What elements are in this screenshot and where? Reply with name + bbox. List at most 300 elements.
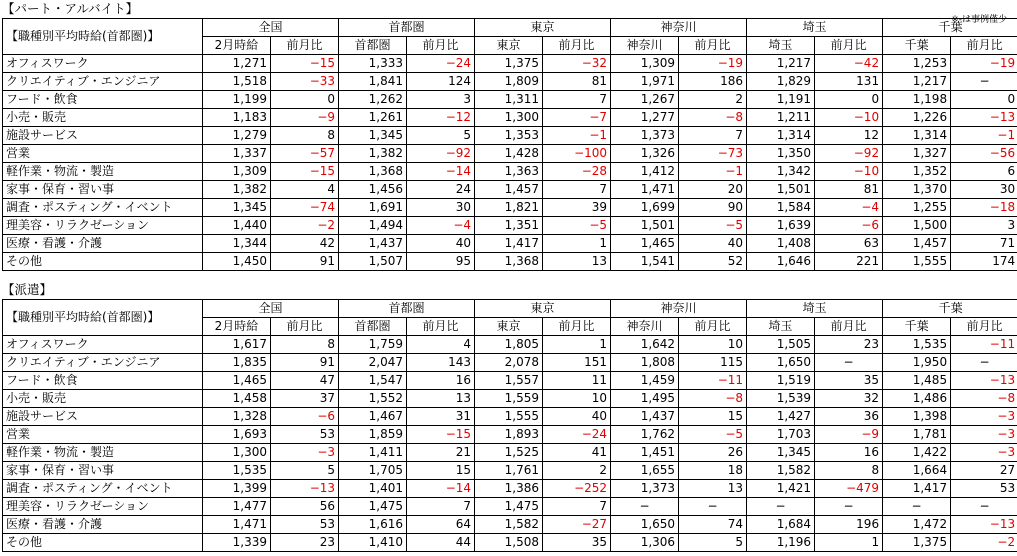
row-label: クリエイティブ・エンジニア	[3, 73, 203, 91]
change-cell: 8	[271, 127, 339, 145]
row-label: 調査・ポスティング・イベント	[3, 199, 203, 217]
change-cell: 64	[407, 516, 475, 534]
wage-cell: 1,327	[883, 145, 951, 163]
wage-cell: 1,477	[203, 498, 271, 516]
change-cell: 5	[679, 534, 747, 552]
wage-cell: 1,457	[475, 181, 543, 199]
row-label: 家事・保育・習い事	[3, 462, 203, 480]
change-cell: 8	[815, 462, 883, 480]
change-cell: 10	[679, 336, 747, 354]
table-row	[3, 109, 1017, 127]
wage-cell: 1,781	[883, 426, 951, 444]
wage-cell: 1,519	[747, 372, 815, 390]
change-cell: 115	[679, 354, 747, 372]
change-cell: 1	[543, 336, 611, 354]
change-cell: 91	[271, 253, 339, 271]
change-cell: −1	[951, 127, 1017, 145]
change-cell: 16	[407, 372, 475, 390]
column-subheader: 首都圏	[339, 318, 407, 336]
wage-cell: 1,339	[203, 534, 271, 552]
column-subheader: 前月比	[271, 37, 339, 55]
row-label: その他	[3, 534, 203, 552]
wage-cell: 1,646	[747, 253, 815, 271]
wage-cell: 1,650	[747, 354, 815, 372]
column-subheader: 前月比	[407, 318, 475, 336]
change-cell: 40	[679, 235, 747, 253]
change-cell: 196	[815, 516, 883, 534]
change-cell: −24	[407, 55, 475, 73]
wage-cell: 1,547	[339, 372, 407, 390]
change-cell: −3	[951, 444, 1017, 462]
change-cell: 0	[951, 91, 1017, 109]
wage-cell: 1,501	[747, 181, 815, 199]
change-cell: 12	[815, 127, 883, 145]
wage-cell: 1,655	[611, 462, 679, 480]
wage-cell: 1,467	[339, 408, 407, 426]
column-subheader: 埼玉	[747, 37, 815, 55]
wage-cell: 1,370	[883, 181, 951, 199]
table-row	[3, 253, 1017, 271]
wage-cell: 1,893	[475, 426, 543, 444]
row-label: 営業	[3, 145, 203, 163]
table-row	[3, 181, 1017, 199]
wage-cell: 1,555	[475, 408, 543, 426]
change-cell: 44	[407, 534, 475, 552]
row-label: 調査・ポスティング・イベント	[3, 480, 203, 498]
change-cell: 91	[271, 354, 339, 372]
wage-cell: 1,373	[611, 127, 679, 145]
change-cell: −9	[271, 109, 339, 127]
wage-cell: 1,440	[203, 217, 271, 235]
change-cell: −9	[815, 426, 883, 444]
table-row	[3, 498, 1017, 516]
table-row	[3, 480, 1017, 498]
wage-cell: −	[747, 498, 815, 516]
change-cell: −6	[271, 408, 339, 426]
column-subheader: 前月比	[815, 37, 883, 55]
change-cell: −	[951, 498, 1017, 516]
change-cell: −15	[271, 55, 339, 73]
wage-cell: 1,375	[475, 55, 543, 73]
row-label: 施設サービス	[3, 408, 203, 426]
wage-cell: 1,472	[883, 516, 951, 534]
wage-cell: 1,500	[883, 217, 951, 235]
wage-cell: 1,277	[611, 109, 679, 127]
column-subheader: 前月比	[815, 318, 883, 336]
wage-cell: 1,705	[339, 462, 407, 480]
wage-cell: 1,279	[203, 127, 271, 145]
wage-cell: 1,642	[611, 336, 679, 354]
change-cell: 11	[543, 372, 611, 390]
wage-cell: 1,351	[475, 217, 543, 235]
wage-cell: 1,759	[339, 336, 407, 354]
wage-cell: 1,495	[611, 390, 679, 408]
change-cell: 39	[543, 199, 611, 217]
change-cell: −28	[543, 163, 611, 181]
change-cell: 186	[679, 73, 747, 91]
wage-cell: 1,411	[339, 444, 407, 462]
change-cell: −	[815, 354, 883, 372]
change-cell: −14	[407, 163, 475, 181]
change-cell: 7	[543, 181, 611, 199]
column-subheader: 前月比	[543, 318, 611, 336]
wage-cell: 1,841	[339, 73, 407, 91]
change-cell: −4	[407, 217, 475, 235]
table-row	[3, 426, 1017, 444]
change-cell: 47	[271, 372, 339, 390]
change-cell: 7	[679, 127, 747, 145]
change-cell: 15	[679, 408, 747, 426]
column-subheader: 東京	[475, 37, 543, 55]
region-header: 神奈川	[611, 300, 747, 318]
wage-cell: 1,762	[611, 426, 679, 444]
change-cell: −5	[679, 217, 747, 235]
wage-cell: 1,684	[747, 516, 815, 534]
change-cell: 4	[271, 181, 339, 199]
wage-cell: 1,337	[203, 145, 271, 163]
row-header-label: 【職種別平均時給(首都圏)】	[3, 19, 203, 55]
section-title: 【派遣】	[2, 282, 53, 297]
column-subheader: 埼玉	[747, 318, 815, 336]
table-row	[3, 354, 1017, 372]
wage-cell: 1,458	[203, 390, 271, 408]
wage-cell: 1,408	[747, 235, 815, 253]
change-cell: 0	[815, 91, 883, 109]
wage-cell: 1,664	[883, 462, 951, 480]
wage-cell: 1,363	[475, 163, 543, 181]
change-cell: 26	[679, 444, 747, 462]
change-cell: −18	[951, 199, 1017, 217]
change-cell: −13	[271, 480, 339, 498]
change-cell: 124	[407, 73, 475, 91]
change-cell: 13	[679, 480, 747, 498]
row-label: 施設サービス	[3, 127, 203, 145]
wage-cell: 1,226	[883, 109, 951, 127]
change-cell: 13	[407, 390, 475, 408]
wage-cell: 1,314	[883, 127, 951, 145]
change-cell: 15	[407, 462, 475, 480]
row-label: 理美容・リラクゼーション	[3, 217, 203, 235]
column-subheader: 前月比	[543, 37, 611, 55]
column-subheader: 東京	[475, 318, 543, 336]
change-cell: −3	[271, 444, 339, 462]
change-cell: 2	[543, 462, 611, 480]
row-label: 小売・販売	[3, 390, 203, 408]
wage-cell: 1,535	[883, 336, 951, 354]
wage-cell: 1,300	[475, 109, 543, 127]
row-label: 家事・保育・習い事	[3, 181, 203, 199]
wage-cell: 1,350	[747, 145, 815, 163]
region-header: 埼玉	[747, 300, 883, 318]
change-cell: 10	[543, 390, 611, 408]
change-cell: 1	[815, 534, 883, 552]
change-cell: −19	[951, 55, 1017, 73]
header-row-regions	[3, 300, 1017, 318]
wage-cell: 1,382	[339, 145, 407, 163]
header-row-regions	[3, 19, 1017, 37]
change-cell: −92	[815, 145, 883, 163]
change-cell: −8	[679, 109, 747, 127]
wage-cell: 1,196	[747, 534, 815, 552]
column-subheader: 千葉	[883, 37, 951, 55]
table-row	[3, 444, 1017, 462]
column-subheader: 2月時給	[203, 37, 271, 55]
wage-cell: 1,525	[475, 444, 543, 462]
wage-cell: 1,309	[203, 163, 271, 181]
table-row	[3, 408, 1017, 426]
wage-cell: 1,808	[611, 354, 679, 372]
row-label: 医療・看護・介護	[3, 235, 203, 253]
change-cell: 0	[271, 91, 339, 109]
table-row	[3, 127, 1017, 145]
region-header: 神奈川	[611, 19, 747, 37]
wage-cell: 1,333	[339, 55, 407, 73]
change-cell: 41	[543, 444, 611, 462]
table-row	[3, 462, 1017, 480]
wage-cell: 1,399	[203, 480, 271, 498]
change-cell: 40	[407, 235, 475, 253]
change-cell: −252	[543, 480, 611, 498]
change-cell: −56	[951, 145, 1017, 163]
wage-cell: 1,183	[203, 109, 271, 127]
wage-cell: 1,267	[611, 91, 679, 109]
wage-cell: 1,475	[475, 498, 543, 516]
region-header: 東京	[475, 19, 611, 37]
column-subheader: 首都圏	[339, 37, 407, 55]
change-cell: −32	[543, 55, 611, 73]
change-cell: −10	[815, 109, 883, 127]
change-cell: 3	[951, 217, 1017, 235]
wage-cell: 1,368	[339, 163, 407, 181]
row-label: 営業	[3, 426, 203, 444]
wage-cell: 1,191	[747, 91, 815, 109]
column-subheader: 神奈川	[611, 37, 679, 55]
wage-cell: 1,471	[611, 181, 679, 199]
wage-cell: 1,328	[203, 408, 271, 426]
change-cell: −15	[407, 426, 475, 444]
wage-cell: 1,471	[203, 516, 271, 534]
change-cell: −13	[951, 516, 1017, 534]
table-row	[3, 390, 1017, 408]
wage-cell: 1,437	[611, 408, 679, 426]
wage-cell: 1,422	[883, 444, 951, 462]
wage-cell: 1,253	[883, 55, 951, 73]
wage-cell: −	[883, 498, 951, 516]
change-cell: −8	[951, 390, 1017, 408]
row-label: クリエイティブ・エンジニア	[3, 354, 203, 372]
change-cell: −42	[815, 55, 883, 73]
change-cell: 71	[951, 235, 1017, 253]
wage-cell: 1,475	[339, 498, 407, 516]
change-cell: −74	[271, 199, 339, 217]
row-label: その他	[3, 253, 203, 271]
change-cell: 174	[951, 253, 1017, 271]
change-cell: 32	[815, 390, 883, 408]
wage-cell: 1,262	[339, 91, 407, 109]
change-cell: 143	[407, 354, 475, 372]
row-label: 軽作業・物流・製造	[3, 163, 203, 181]
region-header: 東京	[475, 300, 611, 318]
wage-cell: 1,450	[203, 253, 271, 271]
change-cell: 63	[815, 235, 883, 253]
wage-cell: 1,311	[475, 91, 543, 109]
wage-cell: 2,047	[339, 354, 407, 372]
wage-cell: 1,761	[475, 462, 543, 480]
change-cell: 53	[271, 516, 339, 534]
change-cell: −15	[271, 163, 339, 181]
wage-cell: 1,859	[339, 426, 407, 444]
change-cell: 74	[679, 516, 747, 534]
data-table	[2, 18, 1017, 271]
change-cell: 5	[407, 127, 475, 145]
wage-cell: 1,699	[611, 199, 679, 217]
wage-cell: 1,199	[203, 91, 271, 109]
change-cell: 151	[543, 354, 611, 372]
column-subheader: 千葉	[883, 318, 951, 336]
wage-cell: 1,821	[475, 199, 543, 217]
change-cell: 81	[815, 181, 883, 199]
wage-cell: 1,326	[611, 145, 679, 163]
wage-cell: 1,261	[339, 109, 407, 127]
row-header-label: 【職種別平均時給(首都圏)】	[3, 300, 203, 336]
wage-cell: 1,398	[883, 408, 951, 426]
change-cell: −57	[271, 145, 339, 163]
region-header: 首都圏	[339, 19, 475, 37]
change-cell: −6	[815, 217, 883, 235]
column-subheader: 前月比	[407, 37, 475, 55]
change-cell: 30	[951, 181, 1017, 199]
wage-cell: 1,639	[747, 217, 815, 235]
change-cell: 4	[407, 336, 475, 354]
change-cell: −	[815, 498, 883, 516]
wage-cell: 1,456	[339, 181, 407, 199]
wage-cell: 1,309	[611, 55, 679, 73]
change-cell: −11	[679, 372, 747, 390]
wage-cell: 1,421	[747, 480, 815, 498]
wage-cell: 1,555	[883, 253, 951, 271]
wage-cell: 1,835	[203, 354, 271, 372]
wage-cell: 1,344	[203, 235, 271, 253]
wage-cell: 1,703	[747, 426, 815, 444]
wage-cell: 1,417	[883, 480, 951, 498]
wage-cell: 1,386	[475, 480, 543, 498]
wage-cell: 1,271	[203, 55, 271, 73]
change-cell: 18	[679, 462, 747, 480]
change-cell: −3	[951, 408, 1017, 426]
wage-cell: 1,494	[339, 217, 407, 235]
change-cell: 40	[543, 408, 611, 426]
change-cell: −479	[815, 480, 883, 498]
wage-cell: 1,428	[475, 145, 543, 163]
change-cell: 2	[679, 91, 747, 109]
wage-cell: 1,459	[611, 372, 679, 390]
wage-cell: 1,971	[611, 73, 679, 91]
column-subheader: 前月比	[951, 37, 1017, 55]
change-cell: −	[951, 354, 1017, 372]
wage-cell: 1,342	[747, 163, 815, 181]
change-cell: −8	[679, 390, 747, 408]
change-cell: −19	[679, 55, 747, 73]
change-cell: −	[679, 498, 747, 516]
wage-cell: 1,306	[611, 534, 679, 552]
change-cell: −10	[815, 163, 883, 181]
region-header: 首都圏	[339, 300, 475, 318]
wage-cell: 1,373	[611, 480, 679, 498]
wage-cell: 1,539	[747, 390, 815, 408]
row-label: オフィスワーク	[3, 336, 203, 354]
change-cell: −3	[951, 426, 1017, 444]
change-cell: −1	[543, 127, 611, 145]
table-row	[3, 235, 1017, 253]
wage-cell: 1,691	[339, 199, 407, 217]
table-row	[3, 91, 1017, 109]
wage-cell: 1,314	[747, 127, 815, 145]
wage-cell: 1,582	[747, 462, 815, 480]
wage-cell: 1,417	[475, 235, 543, 253]
wage-cell: 1,217	[747, 55, 815, 73]
change-cell: −2	[951, 534, 1017, 552]
column-subheader: 前月比	[271, 318, 339, 336]
change-cell: −33	[271, 73, 339, 91]
region-header: 全国	[203, 19, 339, 37]
change-cell: −11	[951, 336, 1017, 354]
change-cell: 16	[815, 444, 883, 462]
wage-cell: 1,410	[339, 534, 407, 552]
change-cell: 30	[407, 199, 475, 217]
wage-cell: 1,650	[611, 516, 679, 534]
change-cell: −73	[679, 145, 747, 163]
change-cell: 21	[407, 444, 475, 462]
change-cell: 23	[815, 336, 883, 354]
wage-cell: 1,255	[883, 199, 951, 217]
wage-cell: 1,217	[883, 73, 951, 91]
change-cell: −5	[679, 426, 747, 444]
wage-cell: 1,616	[339, 516, 407, 534]
wage-cell: 1,693	[203, 426, 271, 444]
change-cell: 56	[271, 498, 339, 516]
column-subheader: 前月比	[679, 318, 747, 336]
wage-cell: 1,805	[475, 336, 543, 354]
change-cell: 37	[271, 390, 339, 408]
wage-cell: 1,809	[475, 73, 543, 91]
change-cell: −100	[543, 145, 611, 163]
wage-cell: 1,518	[203, 73, 271, 91]
section-title: 【パート・アルバイト】	[2, 1, 139, 16]
wage-cell: 1,541	[611, 253, 679, 271]
wage-cell: 1,345	[747, 444, 815, 462]
wage-cell: 1,486	[883, 390, 951, 408]
wage-cell: 1,412	[611, 163, 679, 181]
wage-cell: 1,829	[747, 73, 815, 91]
column-subheader: 神奈川	[611, 318, 679, 336]
region-header: 千葉	[883, 300, 1017, 318]
wage-cell: 1,353	[475, 127, 543, 145]
change-cell: 52	[679, 253, 747, 271]
change-cell: −1	[679, 163, 747, 181]
wage-cell: 1,345	[339, 127, 407, 145]
wage-cell: 1,508	[475, 534, 543, 552]
wage-cell: 1,505	[747, 336, 815, 354]
wage-cell: 1,457	[883, 235, 951, 253]
wage-cell: 1,465	[611, 235, 679, 253]
wage-cell: 1,401	[339, 480, 407, 498]
wage-cell: 1,485	[883, 372, 951, 390]
wage-cell: 1,501	[611, 217, 679, 235]
wage-cell: 1,427	[747, 408, 815, 426]
wage-cell: 1,465	[203, 372, 271, 390]
change-cell: −7	[543, 109, 611, 127]
change-cell: 36	[815, 408, 883, 426]
